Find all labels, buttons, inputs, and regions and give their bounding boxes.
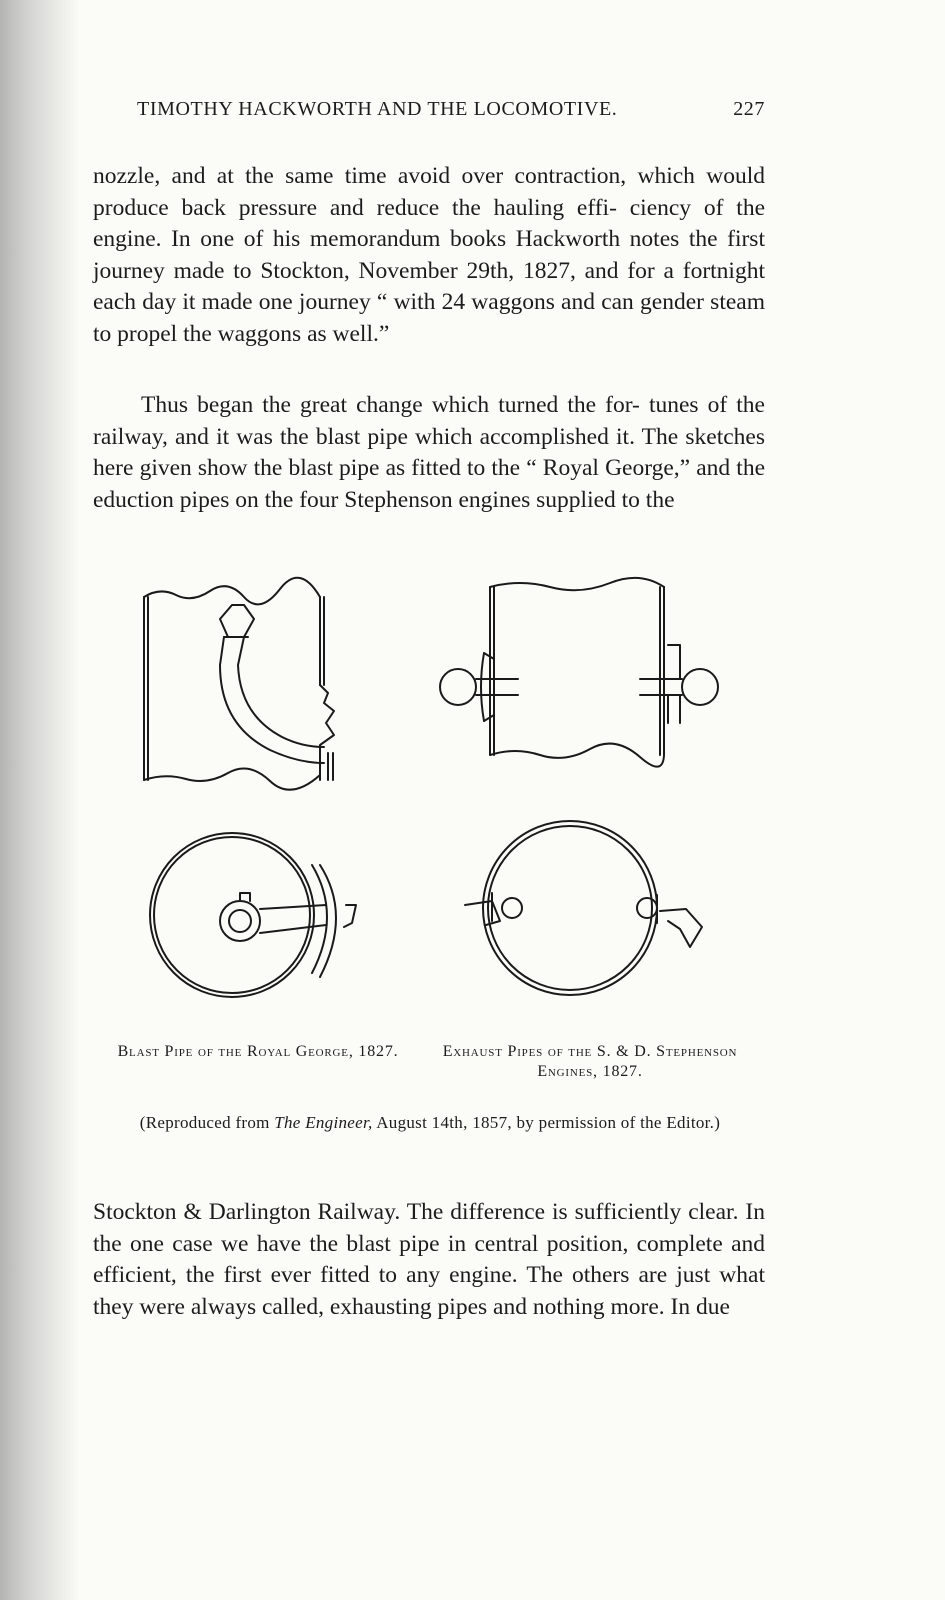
credit-prefix: (Reproduced from bbox=[139, 1113, 275, 1132]
paragraph-2: Thus began the great change which turned the for- tunes of the railway, and it was the blast pipe which accomplished it. The sketches here given show the blast pipe as fitted to the “ Royal George,” and the eduction pipes on the four Stephenson engines supplied to the bbox=[93, 392, 765, 513]
page-number: 227 bbox=[733, 98, 765, 120]
figure-credit bbox=[95, 1112, 765, 1133]
royal-george-side-view bbox=[144, 578, 334, 790]
stephenson-side-view bbox=[440, 578, 718, 767]
blast-pipe-figure bbox=[120, 575, 760, 1015]
stephenson-plan-view bbox=[465, 821, 702, 995]
page-gutter-shadow bbox=[0, 0, 80, 1600]
paragraph-1: nozzle, and at the same time avoid over contraction, which would produce back pressure and reduce the hauling effi- ciency of the engine. In one of his memorandum books Hackworth notes the first journey made to Stockton, November 29th, 1827, and for a fortnight each day it made one journey “ with 24 waggons and can gender steam to propel the waggons as well.” bbox=[93, 163, 765, 347]
figure-caption-right: Exhaust Pipes of the S. & D. Stephenson Engines, 1827. bbox=[442, 1043, 738, 1080]
royal-george-plan-view bbox=[150, 833, 356, 997]
paragraph-3: Stockton & Darlington Railway. The difference is sufficiently clear. In the one case we have the blast pipe in central position, complete and efficient, the first ever fitted to any engine. The others are just what they were always called, exhausting pipes and nothing more. In due bbox=[93, 1199, 765, 1320]
figure-caption-left: Blast Pipe of the Royal George, 1827. bbox=[117, 1043, 399, 1060]
credit-suffix: August 14th, 1857, by permission of the Editor.) bbox=[372, 1113, 721, 1132]
credit-source: The Engineer, bbox=[274, 1113, 373, 1132]
running-title: TIMOTHY HACKWORTH AND THE LOCOMOTIVE. bbox=[137, 98, 618, 120]
